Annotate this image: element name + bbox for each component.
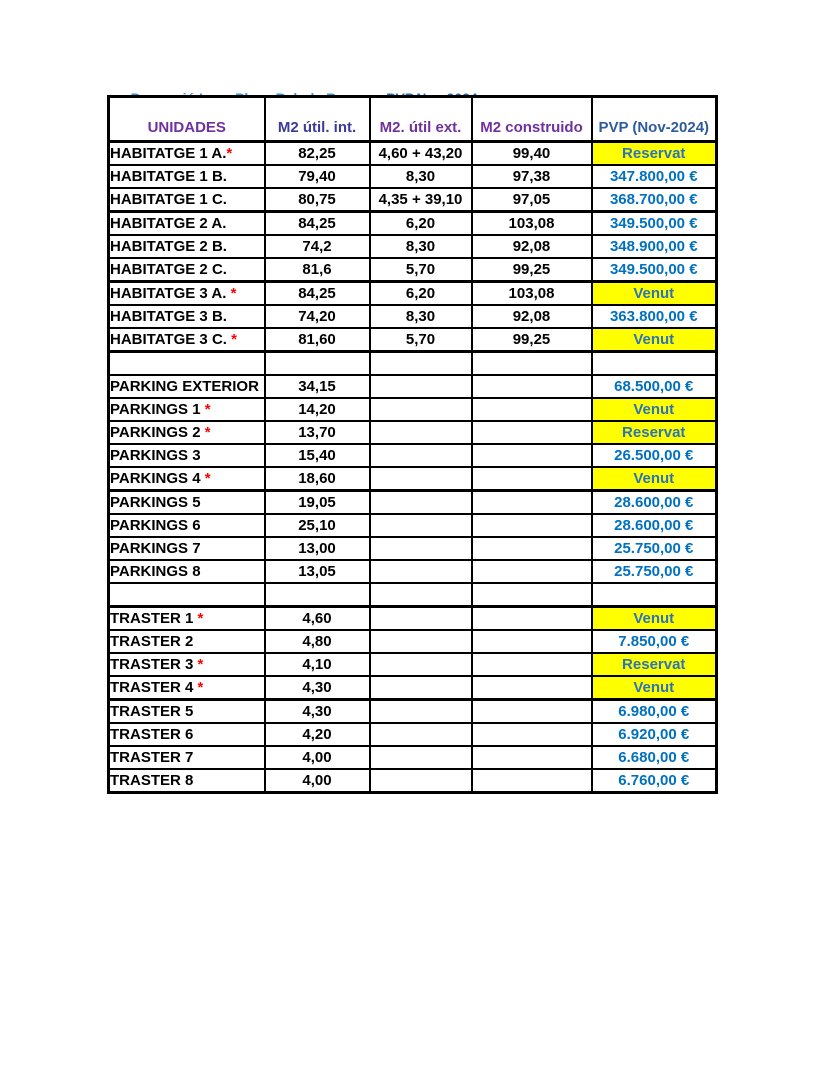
m2-util-ext-cell: 4,35 + 39,10 xyxy=(370,188,472,212)
m2-util-int-cell: 4,60 xyxy=(265,607,370,631)
m2-util-ext-cell: 8,30 xyxy=(370,235,472,258)
m2-util-ext-cell: 6,20 xyxy=(370,212,472,236)
m2-construido-cell xyxy=(472,537,592,560)
pvp-price-cell: 368.700,00 € xyxy=(592,188,717,212)
m2-construido-cell xyxy=(472,746,592,769)
header-m2-construido: M2 construido xyxy=(472,97,592,142)
table-row xyxy=(109,444,717,467)
table-header-row xyxy=(109,97,717,142)
pvp-price-cell: 349.500,00 € xyxy=(592,258,717,282)
m2-construido-cell: 103,08 xyxy=(472,282,592,306)
m2-construido-cell: 92,08 xyxy=(472,235,592,258)
unit-cell: PARKING EXTERIOR xyxy=(109,375,265,398)
pvp-price-cell: 28.600,00 € xyxy=(592,514,717,537)
header-pvp: PVP (Nov-2024) xyxy=(592,97,717,142)
m2-util-int-cell: 80,75 xyxy=(265,188,370,212)
table-row xyxy=(109,746,717,769)
table-row xyxy=(109,235,717,258)
status-badge-cell: Venut xyxy=(592,282,717,306)
m2-util-ext-cell xyxy=(370,769,472,793)
unit-cell: PARKINGS 4 * xyxy=(109,467,265,491)
m2-util-int-cell: 4,10 xyxy=(265,653,370,676)
table-row xyxy=(109,491,717,515)
m2-construido-cell xyxy=(472,583,592,607)
m2-util-ext-cell: 8,30 xyxy=(370,305,472,328)
m2-util-int-cell: 74,2 xyxy=(265,235,370,258)
asterisk-marker: * xyxy=(197,679,204,696)
pvp-price-cell: 349.500,00 € xyxy=(592,212,717,236)
unit-cell: TRASTER 1 * xyxy=(109,607,265,631)
table-row xyxy=(109,467,717,491)
pvp-price-cell: 348.900,00 € xyxy=(592,235,717,258)
m2-construido-cell xyxy=(472,375,592,398)
table-row xyxy=(109,421,717,444)
m2-util-ext-cell xyxy=(370,537,472,560)
unit-cell: TRASTER 6 xyxy=(109,723,265,746)
m2-construido-cell: 103,08 xyxy=(472,212,592,236)
pvp-price-cell: 25.750,00 € xyxy=(592,560,717,583)
m2-util-ext-cell xyxy=(370,467,472,491)
m2-util-ext-cell xyxy=(370,746,472,769)
pvp-price-cell: 6.920,00 € xyxy=(592,723,717,746)
m2-construido-cell xyxy=(472,444,592,467)
table-row xyxy=(109,212,717,236)
m2-util-int-cell: 14,20 xyxy=(265,398,370,421)
m2-util-int-cell: 74,20 xyxy=(265,305,370,328)
m2-util-int-cell: 79,40 xyxy=(265,165,370,188)
asterisk-marker: * xyxy=(204,470,211,487)
m2-construido-cell xyxy=(472,514,592,537)
m2-construido-cell: 99,40 xyxy=(472,142,592,166)
m2-construido-cell xyxy=(472,676,592,700)
table-header xyxy=(109,97,717,142)
unit-cell: TRASTER 2 xyxy=(109,630,265,653)
m2-util-int-cell: 13,70 xyxy=(265,421,370,444)
unit-cell: HABITATGE 2 B. xyxy=(109,235,265,258)
status-badge-cell: Venut xyxy=(592,676,717,700)
unit-cell: TRASTER 3 * xyxy=(109,653,265,676)
m2-util-ext-cell xyxy=(370,375,472,398)
pvp-price-cell: 347.800,00 € xyxy=(592,165,717,188)
unit-cell: PARKINGS 6 xyxy=(109,514,265,537)
table-row xyxy=(109,723,717,746)
pvp-price-cell: 363.800,00 € xyxy=(592,305,717,328)
unit-cell: HABITATGE 1 C. xyxy=(109,188,265,212)
table-row xyxy=(109,630,717,653)
m2-util-int-cell: 4,80 xyxy=(265,630,370,653)
m2-util-int-cell: 84,25 xyxy=(265,282,370,306)
m2-util-ext-cell xyxy=(370,352,472,376)
m2-util-ext-cell: 5,70 xyxy=(370,258,472,282)
unit-cell: PARKINGS 1 * xyxy=(109,398,265,421)
unit-cell: PARKINGS 3 xyxy=(109,444,265,467)
m2-util-ext-cell: 5,70 xyxy=(370,328,472,352)
status-badge-cell: Venut xyxy=(592,398,717,421)
pvp-price-cell: 7.850,00 € xyxy=(592,630,717,653)
m2-util-ext-cell xyxy=(370,398,472,421)
m2-construido-cell: 92,08 xyxy=(472,305,592,328)
pvp-price-cell: 25.750,00 € xyxy=(592,537,717,560)
m2-util-int-cell: 18,60 xyxy=(265,467,370,491)
m2-construido-cell: 97,05 xyxy=(472,188,592,212)
asterisk-marker: * xyxy=(226,145,233,162)
m2-util-int-cell xyxy=(265,583,370,607)
unit-cell: HABITATGE 1 A.* xyxy=(109,142,265,166)
m2-util-int-cell: 4,30 xyxy=(265,700,370,724)
m2-util-int-cell xyxy=(265,352,370,376)
m2-util-int-cell: 19,05 xyxy=(265,491,370,515)
m2-construido-cell xyxy=(472,352,592,376)
table-body xyxy=(109,142,717,793)
m2-util-ext-cell xyxy=(370,653,472,676)
m2-construido-cell: 97,38 xyxy=(472,165,592,188)
m2-construido-cell xyxy=(472,607,592,631)
m2-construido-cell xyxy=(472,560,592,583)
table-row xyxy=(109,560,717,583)
asterisk-marker: * xyxy=(197,610,204,627)
m2-construido-cell xyxy=(472,467,592,491)
unit-cell: PARKINGS 2 * xyxy=(109,421,265,444)
table-row xyxy=(109,676,717,700)
unit-cell: HABITATGE 3 C. * xyxy=(109,328,265,352)
m2-util-ext-cell xyxy=(370,514,472,537)
m2-util-int-cell: 34,15 xyxy=(265,375,370,398)
table-row xyxy=(109,258,717,282)
m2-util-ext-cell: 6,20 xyxy=(370,282,472,306)
m2-util-int-cell: 4,20 xyxy=(265,723,370,746)
m2-construido-cell xyxy=(472,491,592,515)
status-badge-cell: Reservat xyxy=(592,421,717,444)
m2-util-int-cell: 25,10 xyxy=(265,514,370,537)
unit-cell: TRASTER 5 xyxy=(109,700,265,724)
table-row xyxy=(109,514,717,537)
m2-util-int-cell: 82,25 xyxy=(265,142,370,166)
table-row xyxy=(109,398,717,421)
m2-construido-cell: 99,25 xyxy=(472,328,592,352)
unit-cell: TRASTER 4 * xyxy=(109,676,265,700)
table-row xyxy=(109,328,717,352)
m2-construido-cell xyxy=(472,653,592,676)
m2-construido-cell xyxy=(472,398,592,421)
m2-util-ext-cell xyxy=(370,444,472,467)
m2-util-ext-cell xyxy=(370,700,472,724)
table-row xyxy=(109,282,717,306)
pvp-price-cell: 26.500,00 € xyxy=(592,444,717,467)
unit-cell: PARKINGS 8 xyxy=(109,560,265,583)
asterisk-marker: * xyxy=(197,656,204,673)
table-row xyxy=(109,142,717,166)
unit-cell: HABITATGE 2 A. xyxy=(109,212,265,236)
asterisk-marker: * xyxy=(204,401,211,418)
header-m2-util-int: M2 útil. int. xyxy=(265,97,370,142)
m2-util-ext-cell xyxy=(370,421,472,444)
header-unidades: UNIDADES xyxy=(109,97,265,142)
table-row xyxy=(109,607,717,631)
pvp-price-cell: 6.680,00 € xyxy=(592,746,717,769)
unit-cell: HABITATGE 1 B. xyxy=(109,165,265,188)
table-row xyxy=(109,769,717,793)
table-row xyxy=(109,188,717,212)
m2-construido-cell xyxy=(472,769,592,793)
asterisk-marker: * xyxy=(231,331,237,348)
m2-util-ext-cell: 8,30 xyxy=(370,165,472,188)
pvp-price-cell xyxy=(592,352,717,376)
m2-util-int-cell: 81,60 xyxy=(265,328,370,352)
pvp-price-cell: 28.600,00 € xyxy=(592,491,717,515)
m2-util-int-cell: 15,40 xyxy=(265,444,370,467)
m2-util-ext-cell xyxy=(370,583,472,607)
m2-util-int-cell: 84,25 xyxy=(265,212,370,236)
table-row xyxy=(109,165,717,188)
m2-util-int-cell: 13,00 xyxy=(265,537,370,560)
m2-util-int-cell: 4,00 xyxy=(265,769,370,793)
status-badge-cell: Reservat xyxy=(592,653,717,676)
m2-construido-cell xyxy=(472,421,592,444)
header-m2-util-ext: M2. útil ext. xyxy=(370,97,472,142)
table-row xyxy=(109,653,717,676)
table-row xyxy=(109,700,717,724)
m2-util-int-cell: 4,30 xyxy=(265,676,370,700)
pvp-price-cell: 6.980,00 € xyxy=(592,700,717,724)
m2-construido-cell xyxy=(472,723,592,746)
m2-construido-cell xyxy=(472,630,592,653)
status-badge-cell: Reservat xyxy=(592,142,717,166)
unit-cell: TRASTER 8 xyxy=(109,769,265,793)
unit-cell xyxy=(109,352,265,376)
unit-cell: HABITATGE 2 C. xyxy=(109,258,265,282)
pvp-price-cell: 6.760,00 € xyxy=(592,769,717,793)
table-row xyxy=(109,537,717,560)
table-row xyxy=(109,375,717,398)
unit-cell: HABITATGE 3 A. * xyxy=(109,282,265,306)
m2-util-ext-cell: 4,60 + 43,20 xyxy=(370,142,472,166)
asterisk-marker: * xyxy=(204,424,211,441)
unit-cell: PARKINGS 7 xyxy=(109,537,265,560)
spacer-row xyxy=(109,583,717,607)
unit-cell xyxy=(109,583,265,607)
status-badge-cell: Venut xyxy=(592,467,717,491)
m2-util-ext-cell xyxy=(370,491,472,515)
price-table xyxy=(107,95,718,794)
m2-util-ext-cell xyxy=(370,560,472,583)
pvp-price-cell xyxy=(592,583,717,607)
pvp-price-cell: 68.500,00 € xyxy=(592,375,717,398)
unit-cell: TRASTER 7 xyxy=(109,746,265,769)
m2-util-int-cell: 4,00 xyxy=(265,746,370,769)
unit-cell: PARKINGS 5 xyxy=(109,491,265,515)
m2-util-int-cell: 13,05 xyxy=(265,560,370,583)
m2-util-ext-cell xyxy=(370,607,472,631)
m2-util-ext-cell xyxy=(370,723,472,746)
m2-util-ext-cell xyxy=(370,676,472,700)
asterisk-marker: * xyxy=(230,285,237,302)
table-row xyxy=(109,305,717,328)
spacer-row xyxy=(109,352,717,376)
m2-util-ext-cell xyxy=(370,630,472,653)
status-badge-cell: Venut xyxy=(592,328,717,352)
unit-cell: HABITATGE 3 B. xyxy=(109,305,265,328)
m2-util-int-cell: 81,6 xyxy=(265,258,370,282)
m2-construido-cell: 99,25 xyxy=(472,258,592,282)
m2-construido-cell xyxy=(472,700,592,724)
status-badge-cell: Venut xyxy=(592,607,717,631)
